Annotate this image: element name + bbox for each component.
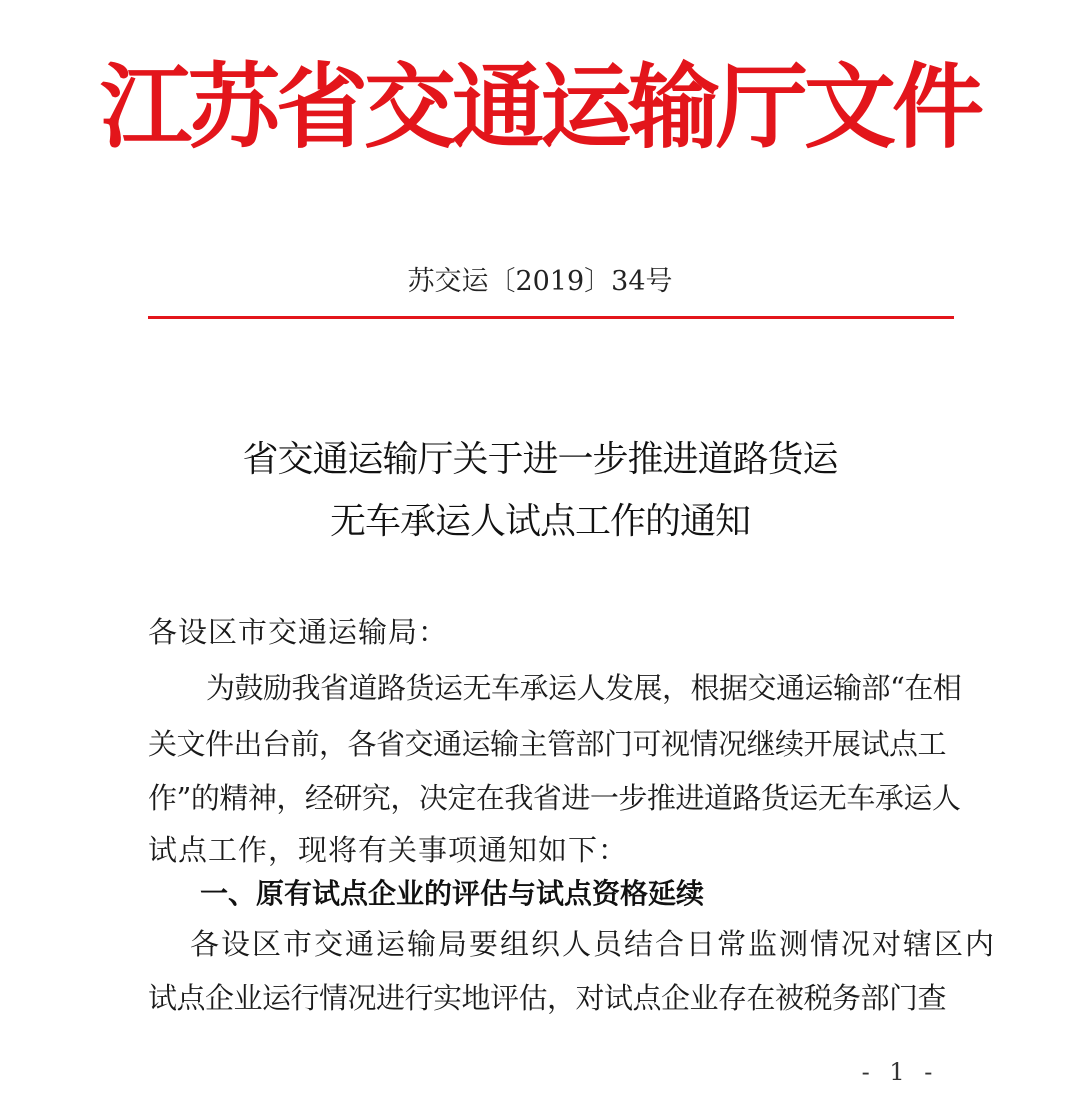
- paragraph-line: 关文件出台前，各省交通运输主管部门可视情况继续开展试点工: [148, 727, 947, 761]
- notice-title-line-2: 无车承运人试点工作的通知: [329, 501, 750, 542]
- red-separator-line: [148, 316, 954, 319]
- paragraph-line: 试点企业运行情况进行实地评估，对试点企业存在被税务部门查: [148, 981, 947, 1015]
- paragraph-line: 试点工作，现将有关事项通知如下：: [148, 833, 629, 867]
- notice-title-line-1: 省交通运输厅关于进一步推进道路货运: [242, 439, 838, 480]
- salutation: 各设区市交通运输局：: [148, 615, 449, 649]
- document-number: 苏交运〔2019〕34号: [407, 266, 673, 297]
- document-header-title: 江苏省交通运输厅文件: [99, 54, 980, 161]
- section-heading: 一、原有试点企业的评估与试点资格延续: [200, 877, 705, 910]
- paragraph-line: 各设区市交通运输局要组织人员结合日常监测情况对辖区内: [190, 927, 997, 961]
- paragraph-line: 为鼓励我省道路货运无车承运人发展，根据交通运输部“在相: [206, 671, 962, 705]
- paragraph-line: 作”的精神，经研究，决定在我省进一步推进道路货运无车承运人: [148, 781, 961, 815]
- page-number: - 1 -: [861, 1058, 939, 1086]
